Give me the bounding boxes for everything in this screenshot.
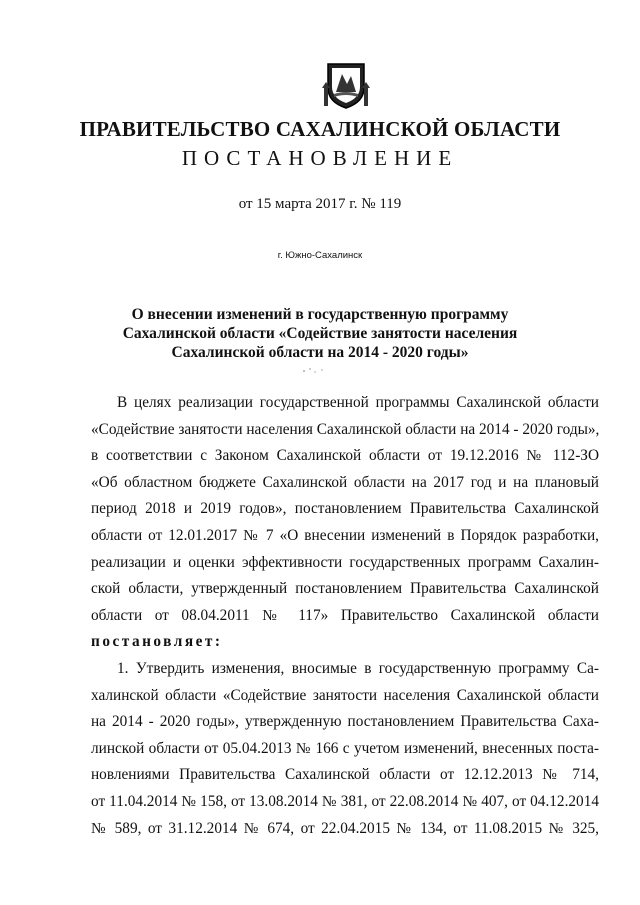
- document-city: г. Южно-Сахалинск: [277, 250, 363, 261]
- document-title: [100, 305, 540, 362]
- body-line: «Содействие занятости населения Сахалинской области на 2014 - 2020 годы»,: [91, 420, 600, 438]
- body-line: № 589, от 31.12.2014 № 674, от 22.04.2015 № 134, от 11.08.2015 № 325,: [91, 819, 599, 837]
- body-line: «Об областном бюджете Сахалинской области на 2017 год и на плановый: [91, 473, 599, 491]
- body-line: В целях реализации государственной программы Сахалинской области: [117, 394, 599, 411]
- body-line: новлениями Правительства Сахалинской области от 12.12.2013 № 714,: [91, 766, 599, 784]
- sakhalin-coat-of-arms-icon: [322, 58, 370, 110]
- body-line: линской области от 05.04.2013 № 166 с учетом изменений, внесенных поста-: [91, 739, 599, 757]
- scan-speckle: [300, 366, 330, 376]
- body-line: халинской области «Содействие занятости населения Сахалинской области: [91, 686, 599, 704]
- title-line: Сахалинской области на 2014 - 2020 годы»: [171, 344, 469, 361]
- title-line: О внесении изменений в государственную программу: [131, 306, 509, 323]
- document-body: [91, 390, 599, 842]
- body-line: реализации и оценки эффективности государственных программ Сахалин-: [91, 553, 599, 571]
- body-line: области от 08.04.2011 № 117» Правительство Сахалинской области: [91, 606, 599, 624]
- body-line: ской области, утвержденный постановлением Правительства Сахалинской: [91, 580, 599, 598]
- document-date-number: от 15 марта 2017 г. № 119: [238, 196, 402, 212]
- body-line: области от 12.01.2017 № 7 «О внесении изменений в Порядок разработки,: [91, 526, 599, 544]
- body-line: в соответствии с Законом Сахалинской области от 19.12.2016 № 112-ЗО: [91, 447, 599, 465]
- body-line: период 2018 и 2019 годов», постановлением Правительства Сахалинской: [91, 500, 599, 518]
- decree-word: постановляет:: [91, 633, 223, 651]
- body-line: 1. Утвердить изменения, вносимые в государственную программу Са-: [117, 659, 599, 677]
- organization-name: ПРАВИТЕЛЬСТВО САХАЛИНСКОЙ ОБЛАСТИ: [79, 117, 561, 141]
- body-line: на 2014 - 2020 годы», утвержденную постановлением Правительства Саха-: [91, 713, 599, 731]
- emblem: [322, 58, 370, 110]
- body-line: от 11.04.2014 № 158, от 13.08.2014 № 381, от 22.08.2014 № 407, от 04.12.2014: [91, 792, 599, 810]
- title-line: Сахалинской области «Содействие занятости населения: [122, 325, 518, 342]
- document-type: ПОСТАНОВЛЕНИЕ: [181, 146, 459, 170]
